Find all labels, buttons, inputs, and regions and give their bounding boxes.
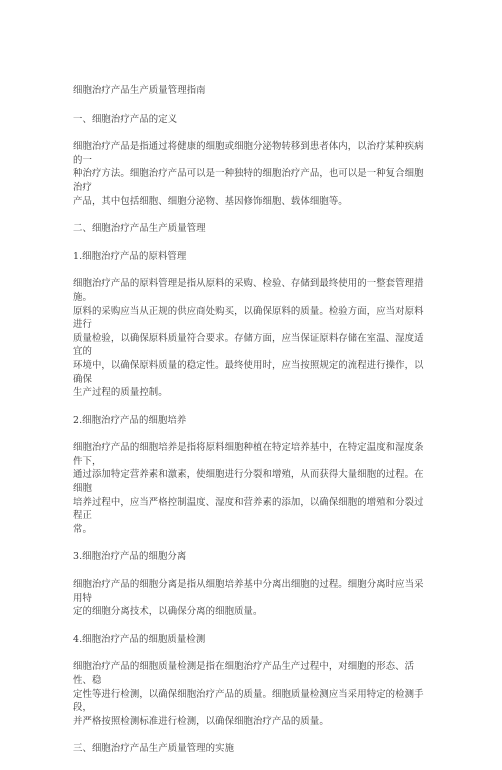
- subsection-heading: 4.细胞治疗产品的细胞质量检测: [73, 633, 206, 645]
- subsection-heading: 1.细胞治疗产品的原料管理: [73, 250, 187, 262]
- paragraph: 细胞治疗产品的原料管理是指从原料的采购、检验、存储到最终使用的一整套管理措施。 原料的采购应当从正规的供应商处购买，以确保原料的质量。检验方面，应当对原料进行 质量检验，以确保原料质量符合要求。存储方面，应当保证原料存储在室温、湿度适宜的 环境中，以确保原料质量的稳定性。最终使用时，应当按照规定的流程进行操作，以确保 生产过程的质量控制。: [73, 278, 424, 399]
- paragraph: 细胞治疗产品的细胞质量检测是指在细胞治疗产品生产过程中，对细胞的形态、活性、稳 定性等进行检测，以确保细胞治疗产品的质量。细胞质量检测应当采用特定的检测手段， 并严格按照检测标准进行检测，以确保细胞治疗产品的质量。: [73, 661, 424, 727]
- document-content: [73, 84, 433, 770]
- paragraph: 细胞治疗产品的细胞分离是指从细胞培养基中分离出细胞的过程。细胞分离时应当采用特 定的细胞分离技术，以确保分离的细胞质量。: [73, 579, 424, 618]
- subsection-heading: 2.细胞治疗产品的细胞培养: [73, 414, 187, 426]
- section-heading: 三、细胞治疗产品生产质量管理的实施: [73, 743, 235, 755]
- subsection-heading: 3.细胞治疗产品的细胞分离: [73, 551, 187, 563]
- section-heading: 一、细胞治疗产品的定义: [73, 113, 178, 125]
- paragraph: 细胞治疗产品的细胞培养是指将原料细胞种植在特定培养基中，在特定温度和湿度条件下， 通过添加特定营养素和激素，使细胞进行分裂和增殖，从而获得大量细胞的过程。在细胞 培养过程中，应当严格控制温度、湿度和营养素的添加，以确保细胞的增殖和分裂过程正 常。: [73, 442, 424, 535]
- paragraph: 细胞治疗产品是指通过将健康的细胞或细胞分泌物转移到患者体内，以治疗某种疾病的一 种治疗方法。细胞治疗产品可以是一种独特的细胞治疗产品，也可以是一种复合细胞治疗 产品，其中包括细胞、细胞分泌物、基因修饰细胞、载体细胞等。: [73, 141, 424, 207]
- section-heading: 二、细胞治疗产品生产质量管理: [73, 223, 206, 235]
- document-title: 细胞治疗产品生产质量管理指南: [73, 85, 206, 96]
